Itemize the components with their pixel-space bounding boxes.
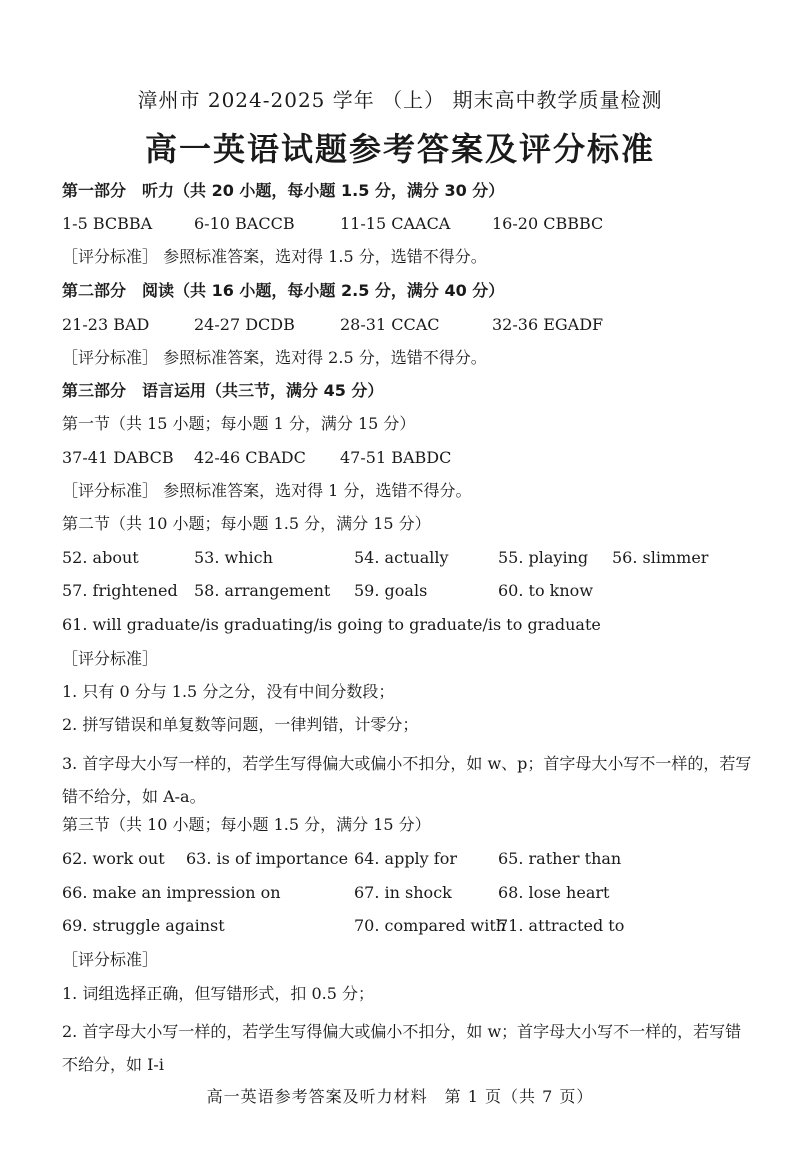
- answer-item: 60. to know: [498, 581, 594, 600]
- section3-heading: 第三节（共 10 小题；每小题 1.5 分，满分 15 分）: [62, 815, 431, 834]
- section2-rule-3: 3. 首字母大小写一样的，若学生写得偏大或偏小不扣分，如 w、p；首字母大小写不一样的，若写错不给分，如 A-a。: [62, 754, 752, 806]
- answer-item: 54. actually: [354, 548, 449, 567]
- part1-heading: 第一部分 听力（共 20 小题，每小题 1.5 分，满分 30 分）: [62, 181, 505, 200]
- section1-heading: 第一节（共 15 小题；每小题 1 分，满分 15 分）: [62, 414, 416, 433]
- part1-criteria: ［评分标准］ 参照标准答案，选对得 1.5 分，选错不得分。: [62, 247, 487, 266]
- section3-answers-row1: [62, 848, 760, 870]
- section3-criteria-label: ［评分标准］: [62, 950, 159, 969]
- answer-item: 69. struggle against: [62, 916, 225, 935]
- section2-rule-2: 2. 拼写错误和单复数等问题，一律判错，计零分；: [62, 715, 419, 734]
- section2-rule-1: 1. 只有 0 分与 1.5 分之分，没有中间分数段；: [62, 682, 395, 701]
- answer-item: 62. work out: [62, 849, 165, 868]
- answer-group: 6-10 BACCB: [194, 214, 295, 233]
- answer-item: 68. lose heart: [498, 883, 610, 902]
- page-footer: 高一英语参考答案及听力材料 第 1 页（共 7 页）: [206, 1087, 594, 1106]
- answer-group: 21-23 BAD: [62, 315, 150, 334]
- part3-heading: 第三部分 语言运用（共三节，满分 45 分）: [62, 381, 384, 400]
- answer-group: 37-41 DABCB: [62, 448, 174, 467]
- answer-item: 56. slimmer: [612, 548, 709, 567]
- exam-subtitle: 漳州市 2024-2025 学年 （上） 期末高中教学质量检测: [137, 88, 663, 112]
- answer-item: 53. which: [194, 548, 273, 567]
- answer-group: 1-5 BCBBA: [62, 214, 153, 233]
- answer-61: 61. will graduate/is graduating/is going to graduate/is to graduate: [62, 615, 601, 634]
- section1-answers: [62, 447, 760, 469]
- part2-answers: [62, 314, 760, 336]
- answer-item: 55. playing: [498, 548, 589, 567]
- section2-answers-row1: [62, 547, 760, 569]
- answer-item: 57. frightened: [62, 581, 178, 600]
- answer-item: 58. arrangement: [194, 581, 331, 600]
- answer-item: 64. apply for: [354, 849, 457, 868]
- answer-group: 24-27 DCDB: [194, 315, 295, 334]
- section3-answers-row2: [62, 882, 760, 904]
- section2-criteria-label: ［评分标准］: [62, 649, 159, 668]
- section2-heading: 第二节（共 10 小题；每小题 1.5 分，满分 15 分）: [62, 514, 431, 533]
- answer-item: 66. make an impression on: [62, 883, 281, 902]
- answer-group: 11-15 CAACA: [340, 214, 451, 233]
- section2-answers-row2: [62, 580, 760, 602]
- section1-criteria: ［评分标准］ 参照标准答案，选对得 1 分，选错不得分。: [62, 481, 472, 500]
- answer-item: 71. attracted to: [498, 916, 625, 935]
- answer-group: 47-51 BABDC: [340, 448, 452, 467]
- answer-item: 70. compared with: [354, 916, 507, 935]
- answer-item: 59. goals: [354, 581, 428, 600]
- section3-rule-1: 1. 词组选择正确，但写错形式，扣 0.5 分；: [62, 984, 374, 1003]
- answer-item: 65. rather than: [498, 849, 622, 868]
- section3-rule-2: 2. 首字母大小写一样的，若学生写得偏大或偏小不扣分，如 w；首字母大小写不一样的，若写错不给分，如 I-i: [62, 1022, 742, 1074]
- answer-group: 16-20 CBBBC: [492, 214, 604, 233]
- part2-criteria: ［评分标准］ 参照标准答案，选对得 2.5 分，选错不得分。: [62, 348, 487, 367]
- answer-item: 67. in shock: [354, 883, 452, 902]
- answer-group: 42-46 CBADC: [194, 448, 306, 467]
- page-title: 高一英语试题参考答案及评分标准: [144, 130, 655, 168]
- answer-item: 63. is of importance: [186, 849, 349, 868]
- answer-group: 28-31 CCAC: [340, 315, 440, 334]
- answer-group: 32-36 EGADF: [492, 315, 604, 334]
- answer-item: 52. about: [62, 548, 139, 567]
- section3-answers-row3: [62, 915, 760, 937]
- part2-heading: 第二部分 阅读（共 16 小题，每小题 2.5 分，满分 40 分）: [62, 281, 505, 300]
- part1-answers: [62, 213, 760, 235]
